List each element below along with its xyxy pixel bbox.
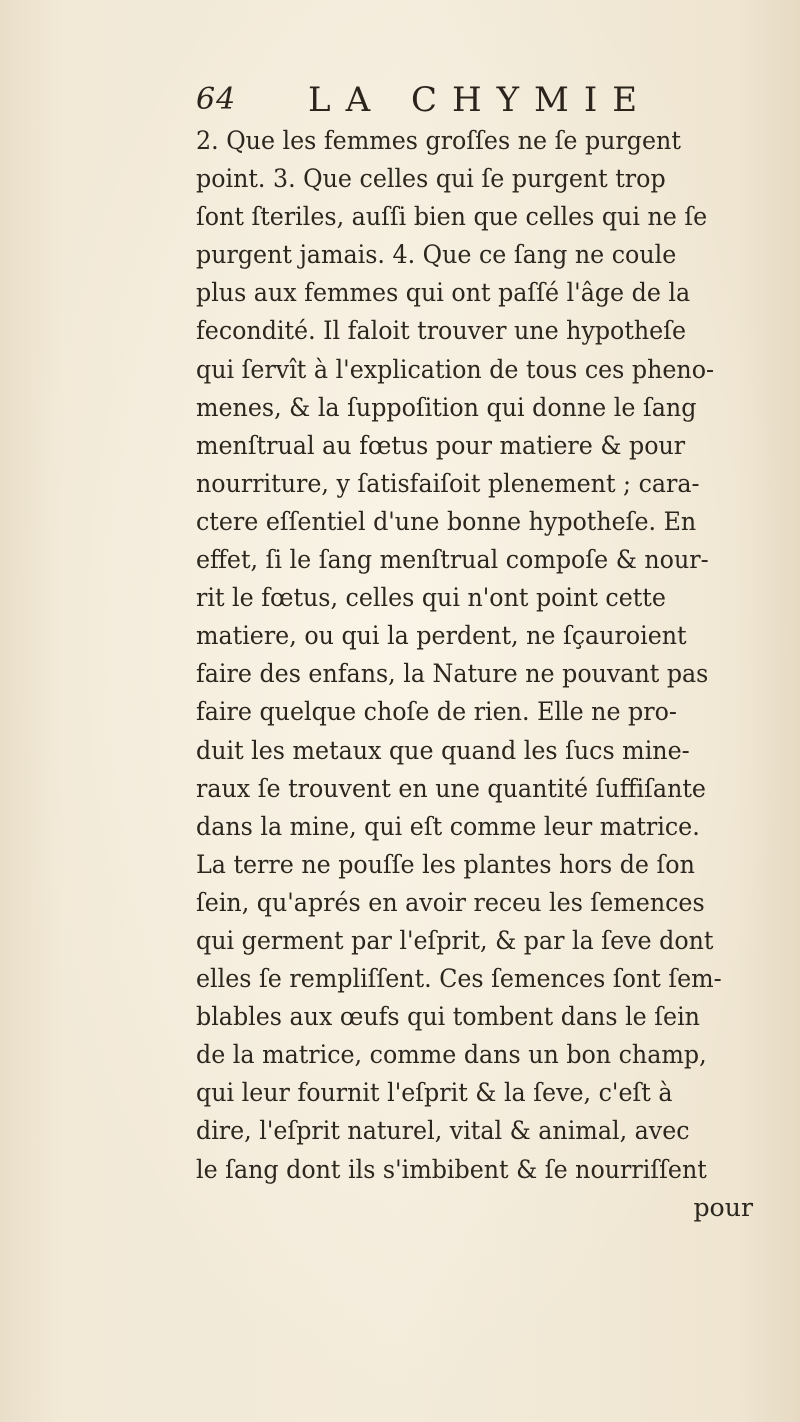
running-title: LA CHYMIE xyxy=(308,80,653,120)
text-line: dans la mine, qui eſt comme leur matrice. xyxy=(196,811,700,841)
text-line: menſtrual au fœtus pour matiere & pour xyxy=(196,430,686,460)
text-line: rit le fœtus, celles qui n'ont point cette xyxy=(196,583,666,613)
text-line: fecondité. Il faloit trouver une hypotheſe xyxy=(196,316,687,346)
page-header xyxy=(196,80,656,124)
text-line: effet, ſi le ſang menſtrual compoſe & nour- xyxy=(196,545,709,575)
text-line: point. 3. Que celles qui ſe purgent trop xyxy=(196,164,666,194)
text-line: dire, l'eſprit naturel, vital & animal, avec xyxy=(196,1116,690,1146)
body-text xyxy=(196,122,786,1227)
text-line: duit les metaux que quand les ſucs mine- xyxy=(196,735,690,765)
text-line: ctere eſſentiel d'une bonne hypotheſe. En xyxy=(196,506,697,536)
text-line: qui leur fournit l'eſprit & la ſeve, c'eſt à xyxy=(196,1078,673,1108)
text-line: ſont ſteriles, auſſi bien que celles qui ne ſe xyxy=(196,202,708,232)
text-line: de la matrice, comme dans un bon champ, xyxy=(196,1040,707,1070)
text-line: menes, & la ſuppoſition qui donne le ſang xyxy=(196,392,697,422)
text-line: purgent jamais. 4. Que ce ſang ne coule xyxy=(196,240,677,270)
text-line: faire des enfans, la Nature ne pouvant pas xyxy=(196,659,709,689)
catchword: pour xyxy=(693,1192,753,1222)
text-line: qui germent par l'eſprit, & par la ſeve dont xyxy=(196,925,714,955)
text-line: plus aux femmes qui ont paſſé l'âge de la xyxy=(196,278,691,308)
text-line: raux ſe trouvent en une quantité ſuffiſante xyxy=(196,773,706,803)
text-line: ſein, qu'aprés en avoir receu les ſemences xyxy=(196,887,705,917)
text-line: matiere, ou qui la perdent, ne ſçauroient xyxy=(196,621,687,651)
text-line: elles ſe rempliſſent. Ces ſemences ſont ſem- xyxy=(196,964,722,994)
text-line: La terre ne pouſſe les plantes hors de ſon xyxy=(196,849,695,879)
page-number: 64 xyxy=(196,82,237,117)
text-line: faire quelque choſe de rien. Elle ne pro- xyxy=(196,697,677,727)
text-line: qui ſervît à l'explication de tous ces pheno- xyxy=(196,354,715,384)
text-line: blables aux œufs qui tombent dans le ſein xyxy=(196,1002,700,1032)
text-line: le ſang dont ils s'imbibent & ſe nourriſſent xyxy=(196,1154,707,1184)
text-line: 2. Que les femmes groſſes ne ſe purgent xyxy=(196,126,681,155)
text-line: nourriture, y ſatisfaiſoit plenement ; cara- xyxy=(196,468,700,498)
